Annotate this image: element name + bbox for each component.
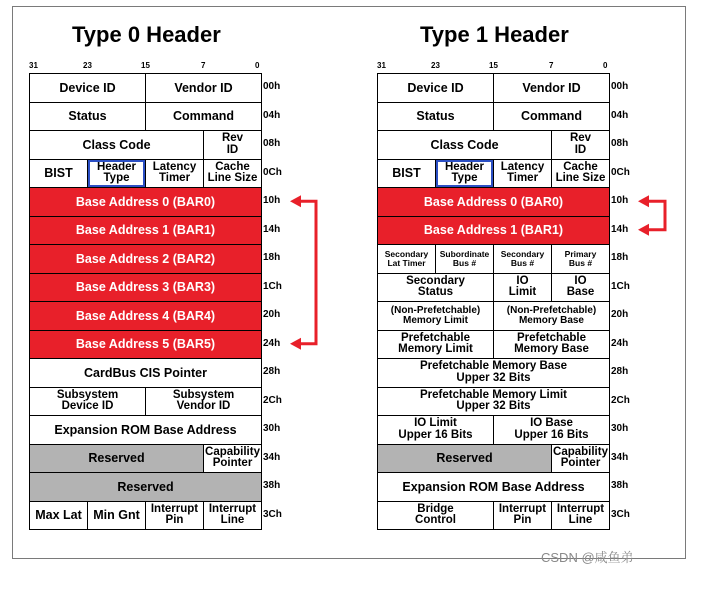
register-offset-label: 14h	[263, 223, 281, 235]
type1-field-latency-timer: Latency Timer	[493, 159, 552, 189]
register-offset-label: 00h	[611, 81, 629, 93]
register-offset-label: 14h	[611, 223, 629, 235]
register-offset-label: 08h	[263, 138, 281, 150]
register-offset-label: 24h	[263, 337, 281, 349]
type0-field-header-type: Header Type	[88, 160, 145, 188]
type1-field-bist: BIST	[377, 159, 436, 189]
type0-field-max-lat: Max Lat	[29, 501, 88, 531]
type1-field-prefetchable-memory-base: Prefetchable Memory Base	[493, 330, 610, 360]
type1-field-command: Command	[493, 102, 610, 132]
register-offset-label: 08h	[611, 138, 629, 150]
type0-field-reserved: Reserved	[29, 444, 204, 474]
type1-field-device-id: Device ID	[377, 73, 494, 103]
type1-field-primary-bus: Primary Bus #	[551, 244, 610, 274]
bit-label: 31	[29, 61, 38, 70]
type0-field-device-id: Device ID	[29, 73, 146, 103]
type0-field-base-address-5-bar5: Base Address 5 (BAR5)	[29, 330, 262, 360]
bit-label: 31	[377, 61, 386, 70]
type0-field-bist: BIST	[29, 159, 88, 189]
type0-field-min-gnt: Min Gnt	[87, 501, 146, 531]
register-offset-label: 30h	[611, 423, 629, 435]
register-offset-label: 1Ch	[611, 280, 630, 292]
register-offset-label: 10h	[263, 195, 281, 207]
type1-field-io-base-upper-16-bits: IO Base Upper 16 Bits	[493, 415, 610, 445]
type1-field-subordinate-bus: Subordinate Bus #	[435, 244, 494, 274]
register-offset-label: 20h	[611, 309, 629, 321]
register-offset-label: 00h	[263, 81, 281, 93]
type0-field-base-address-1-bar1: Base Address 1 (BAR1)	[29, 216, 262, 246]
type0-field-rev-id: Rev ID	[203, 130, 262, 160]
type1-field-base-address-1-bar1: Base Address 1 (BAR1)	[377, 216, 610, 246]
register-offset-label: 34h	[611, 451, 629, 463]
type0-field-interrupt-pin: Interrupt Pin	[145, 501, 204, 531]
bit-label: 23	[431, 61, 440, 70]
type0-field-base-address-0-bar0: Base Address 0 (BAR0)	[29, 187, 262, 217]
type1-field-secondary-bus: Secondary Bus #	[493, 244, 552, 274]
type1-field-status: Status	[377, 102, 494, 132]
bit-label: 0	[255, 61, 260, 70]
type1-field-prefetchable-memory-limit-upper-32-bits: Prefetchable Memory Limit Upper 32 Bits	[377, 387, 610, 417]
type0-field-base-address-3-bar3: Base Address 3 (BAR3)	[29, 273, 262, 303]
type0-field-base-address-4-bar4: Base Address 4 (BAR4)	[29, 301, 262, 331]
type0-field-command: Command	[145, 102, 262, 132]
type1-field-prefetchable-memory-base-upper-32-bits: Prefetchable Memory Base Upper 32 Bits	[377, 358, 610, 388]
register-offset-label: 04h	[611, 109, 629, 121]
register-offset-label: 2Ch	[263, 394, 282, 406]
type0-field-subsystem-device-id: Subsystem Device ID	[29, 387, 146, 417]
register-offset-label: 0Ch	[263, 166, 282, 178]
register-offset-label: 04h	[263, 109, 281, 121]
type0-field-expansion-rom-base-address: Expansion ROM Base Address	[29, 415, 262, 445]
bit-label: 7	[549, 61, 554, 70]
type1-field-interrupt-line: Interrupt Line	[551, 501, 610, 531]
bit-label: 23	[83, 61, 92, 70]
type1-field-cache-line-size: Cache Line Size	[551, 159, 610, 189]
register-offset-label: 28h	[611, 366, 629, 378]
bit-label: 0	[603, 61, 608, 70]
bit-label: 15	[489, 61, 498, 70]
type1-field-expansion-rom-base-address: Expansion ROM Base Address	[377, 472, 610, 502]
type1-field-rev-id: Rev ID	[551, 130, 610, 160]
type1-field-io-limit: IO Limit	[493, 273, 552, 303]
type0-field-reserved: Reserved	[29, 472, 262, 502]
type0-field-status: Status	[29, 102, 146, 132]
register-offset-label: 18h	[263, 252, 281, 264]
register-offset-label: 2Ch	[611, 394, 630, 406]
register-offset-label: 18h	[611, 252, 629, 264]
type1-title: Type 1 Header	[420, 22, 569, 47]
type0-field-base-address-2-bar2: Base Address 2 (BAR2)	[29, 244, 262, 274]
type1-field-secondary-lat-timer: Secondary Lat Timer	[377, 244, 436, 274]
type0-field-class-code: Class Code	[29, 130, 204, 160]
type1-field-reserved: Reserved	[377, 444, 552, 474]
bit-label: 7	[201, 61, 206, 70]
type1-field-vendor-id: Vendor ID	[493, 73, 610, 103]
register-offset-label: 30h	[263, 423, 281, 435]
type0-field-subsystem-vendor-id: Subsystem Vendor ID	[145, 387, 262, 417]
watermark: CSDN @咸鱼弟	[541, 550, 634, 565]
register-offset-label: 34h	[263, 451, 281, 463]
type1-field-prefetchable-memory-limit: Prefetchable Memory Limit	[377, 330, 494, 360]
type0-field-interrupt-line: Interrupt Line	[203, 501, 262, 531]
type1-bar-range-arrow	[638, 195, 665, 236]
type1-field-bridge-control: Bridge Control	[377, 501, 494, 531]
register-offset-label: 24h	[611, 337, 629, 349]
type1-field-io-limit-upper-16-bits: IO Limit Upper 16 Bits	[377, 415, 494, 445]
type0-field-vendor-id: Vendor ID	[145, 73, 262, 103]
type1-field-non-prefetchable-memory-limit: (Non-Prefetchable) Memory Limit	[377, 301, 494, 331]
type1-field-capability-pointer: Capability Pointer	[551, 444, 610, 474]
type0-field-latency-timer: Latency Timer	[145, 159, 204, 189]
register-offset-label: 20h	[263, 309, 281, 321]
type1-field-base-address-0-bar0: Base Address 0 (BAR0)	[377, 187, 610, 217]
register-offset-label: 1Ch	[263, 280, 282, 292]
type1-field-non-prefetchable-memory-base: (Non-Prefetchable) Memory Base	[493, 301, 610, 331]
register-offset-label: 3Ch	[611, 508, 630, 520]
type1-field-secondary-status: Secondary Status	[377, 273, 494, 303]
type0-field-capability-pointer: Capability Pointer	[203, 444, 262, 474]
register-offset-label: 28h	[263, 366, 281, 378]
type1-field-class-code: Class Code	[377, 130, 552, 160]
type1-field-interrupt-pin: Interrupt Pin	[493, 501, 552, 531]
type1-field-header-type: Header Type	[436, 160, 493, 188]
bit-label: 15	[141, 61, 150, 70]
type0-field-cache-line-size: Cache Line Size	[203, 159, 262, 189]
register-offset-label: 0Ch	[611, 166, 630, 178]
type1-field-io-base: IO Base	[551, 273, 610, 303]
register-offset-label: 10h	[611, 195, 629, 207]
register-offset-label: 38h	[611, 480, 629, 492]
register-offset-label: 3Ch	[263, 508, 282, 520]
type0-title: Type 0 Header	[72, 22, 221, 47]
register-offset-label: 38h	[263, 480, 281, 492]
type0-bar-range-arrow	[290, 195, 316, 350]
type0-field-cardbus-cis-pointer: CardBus CIS Pointer	[29, 358, 262, 388]
